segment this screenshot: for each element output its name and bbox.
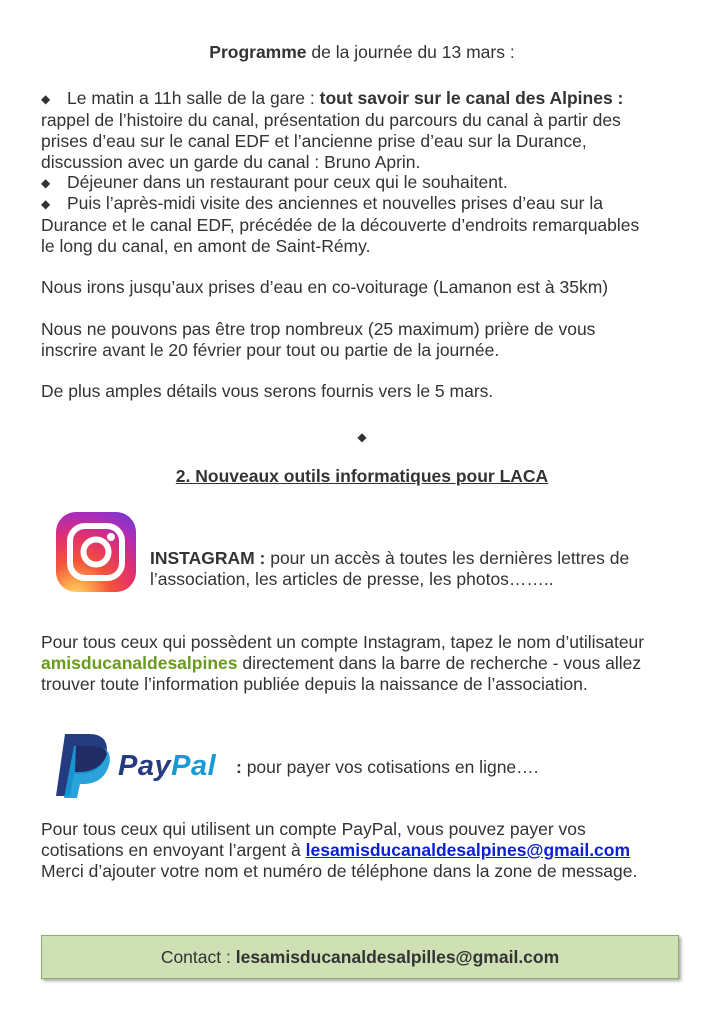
programme-title: [0, 42, 724, 63]
bullet-item-morning: ◆ Le matin a 11h salle de la gare : tout savoir sur le canal des Alpines : rappel de l’histoire du canal, présentation du parcours du canal à partir des prises d’eau sur le canal EDF et l’ancienne prise d’eau sur la Durance, discussion avec un garde du canal : Bruno Aprin.: [41, 88, 624, 172]
paragraph-inscription: Nous ne pouvons pas être trop nombreux (25 maximum) prière de vous inscrire avant le 20 février pour tout ou partie de la journée.: [41, 319, 596, 360]
paypal-description: : pour payer vos cotisations en ligne….: [236, 757, 539, 777]
contact-box: [41, 935, 679, 979]
instagram-username: amisducanaldesalpines: [41, 653, 238, 673]
instagram-description: INSTAGRAM : pour un accès à toutes les dernières lettres de l’association, les articles de presse, les photos……..: [150, 548, 630, 589]
diamond-bullet-icon: ◆: [41, 197, 51, 211]
separator-diamond-icon: ◆: [357, 430, 367, 444]
paypal-wordmark: PayPal: [118, 750, 217, 782]
bullet-item-afternoon: ◆ Puis l’après-midi visite des anciennes et nouvelles prises d’eau sur la Durance et le canal EDF, précédée de la découverte d’endroits remarquables le long du canal, en amont de Saint-Rémy.: [41, 193, 640, 256]
programme-title-bold: Programme: [209, 42, 307, 62]
contact-label: Contact :: [160, 947, 236, 967]
instagram-logo-icon: [55, 511, 137, 593]
instagram-paragraph: Pour tous ceux qui possèdent un compte Instagram, tapez le nom d’utilisateur amisducanaldesalpines directement dans la barre de recherche - vous allez trouver toute l’information publiée depuis la naissance de l’association.: [41, 632, 645, 694]
paypal-paragraph: Pour tous ceux qui utilisent un compte PayPal, vous pouvez payer vos cotisations en envoyant l’argent à lesamisducanaldesalpines@gmail.com Merci d’ajouter votre nom et numéro de téléphone dans la zone de message.: [41, 819, 638, 881]
diamond-bullet-icon: ◆: [41, 176, 51, 190]
bullet-item-lunch: ◆ Déjeuner dans un restaurant pour ceux qui le souhaitent.: [41, 172, 508, 192]
programme-title-rest: de la journée du 13 mars :: [306, 42, 515, 62]
paypal-p-icon: [55, 732, 113, 800]
paragraph-covoiturage: Nous irons jusqu’aux prises d’eau en co-voiturage (Lamanon est à 35km): [41, 277, 609, 297]
paypal-logo: [55, 732, 225, 800]
paypal-email-link[interactable]: lesamisducanaldesalpines@gmail.com: [305, 840, 631, 860]
paragraph-details: De plus amples détails vous serons fournis vers le 5 mars.: [41, 381, 494, 401]
contact-email[interactable]: lesamisducanaldesalpilles@gmail.com: [235, 947, 560, 967]
section-heading: 2. Nouveaux outils informatiques pour LACA: [175, 466, 549, 486]
diamond-bullet-icon: ◆: [41, 92, 51, 106]
